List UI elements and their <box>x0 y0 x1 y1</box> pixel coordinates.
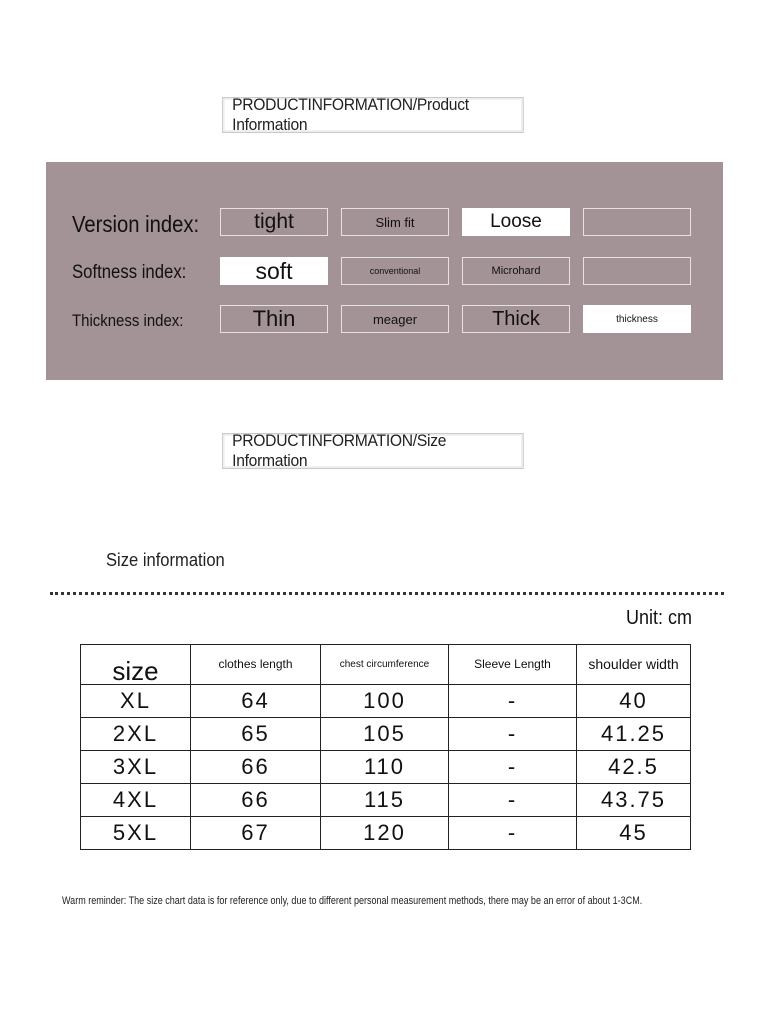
shoulder-width-cell: 43.75 <box>577 784 691 817</box>
size-cell: 5XL <box>81 817 191 850</box>
softness-index-label: Softness index: <box>72 262 187 283</box>
column-header-size: size <box>81 645 191 685</box>
shoulder-width-cell: 41.25 <box>577 718 691 751</box>
size-cell: 3XL <box>81 751 191 784</box>
version-index-label: Version index: <box>72 211 200 237</box>
table-row <box>81 685 691 718</box>
chest-cell: 110 <box>321 751 449 784</box>
shoulder-width-cell: 40 <box>577 685 691 718</box>
sleeve-length-cell: - <box>449 817 577 850</box>
dotted-divider <box>50 592 724 595</box>
column-header-clothes-length: clothes length <box>191 645 321 685</box>
product-information-header-text: PRODUCTINFORMATION/Product Information <box>232 95 469 134</box>
column-header-chest-circumference: chest circumference <box>321 645 449 685</box>
softness-option-conventional: conventional <box>341 257 449 285</box>
product-attributes-panel <box>46 162 723 380</box>
size-table-header-row <box>81 645 691 685</box>
clothes-length-cell: 67 <box>191 817 321 850</box>
column-header-shoulder-width: shoulder width <box>577 645 691 685</box>
clothes-length-cell: 64 <box>191 685 321 718</box>
thickness-index-label: Thickness index: <box>72 311 184 330</box>
warm-reminder-note: Warm reminder: The size chart data is for reference only, due to different personal measurement methods, there may be an error of about 1-3CM. <box>62 895 643 907</box>
column-header-sleeve-length: Sleeve Length <box>449 645 577 685</box>
product-information-header <box>222 97 524 133</box>
unit-label: Unit: cm <box>626 607 693 629</box>
chest-cell: 105 <box>321 718 449 751</box>
version-option-tight: tight <box>220 208 328 236</box>
size-cell: 2XL <box>81 718 191 751</box>
chest-cell: 115 <box>321 784 449 817</box>
shoulder-width-cell: 42.5 <box>577 751 691 784</box>
thickness-option-thick: Thick <box>462 305 570 333</box>
version-index-row <box>46 208 723 240</box>
version-option-loose: Loose <box>462 208 570 236</box>
chest-cell: 120 <box>321 817 449 850</box>
size-table <box>80 644 691 850</box>
shoulder-width-cell: 45 <box>577 817 691 850</box>
size-information-header-text: PRODUCTINFORMATION/Size Information <box>232 431 447 470</box>
table-row <box>81 718 691 751</box>
thickness-option-meager: meager <box>341 305 449 333</box>
clothes-length-cell: 65 <box>191 718 321 751</box>
thickness-option-thickness: thickness <box>583 305 691 333</box>
thickness-index-row <box>46 305 723 337</box>
softness-option-microhard: Microhard <box>462 257 570 285</box>
softness-index-row <box>46 257 723 289</box>
clothes-length-cell: 66 <box>191 784 321 817</box>
sleeve-length-cell: - <box>449 751 577 784</box>
version-option-slim-fit: Slim fit <box>341 208 449 236</box>
chest-cell: 100 <box>321 685 449 718</box>
table-row <box>81 784 691 817</box>
softness-option-empty <box>583 257 691 285</box>
sleeve-length-cell: - <box>449 685 577 718</box>
table-row <box>81 751 691 784</box>
clothes-length-cell: 66 <box>191 751 321 784</box>
table-row <box>81 817 691 850</box>
version-option-empty <box>583 208 691 236</box>
size-information-title: Size information <box>106 550 225 570</box>
size-cell: XL <box>81 685 191 718</box>
sleeve-length-cell: - <box>449 718 577 751</box>
softness-option-soft: soft <box>220 257 328 285</box>
size-information-header <box>222 433 524 469</box>
sleeve-length-cell: - <box>449 784 577 817</box>
thickness-option-thin: Thin <box>220 305 328 333</box>
size-cell: 4XL <box>81 784 191 817</box>
